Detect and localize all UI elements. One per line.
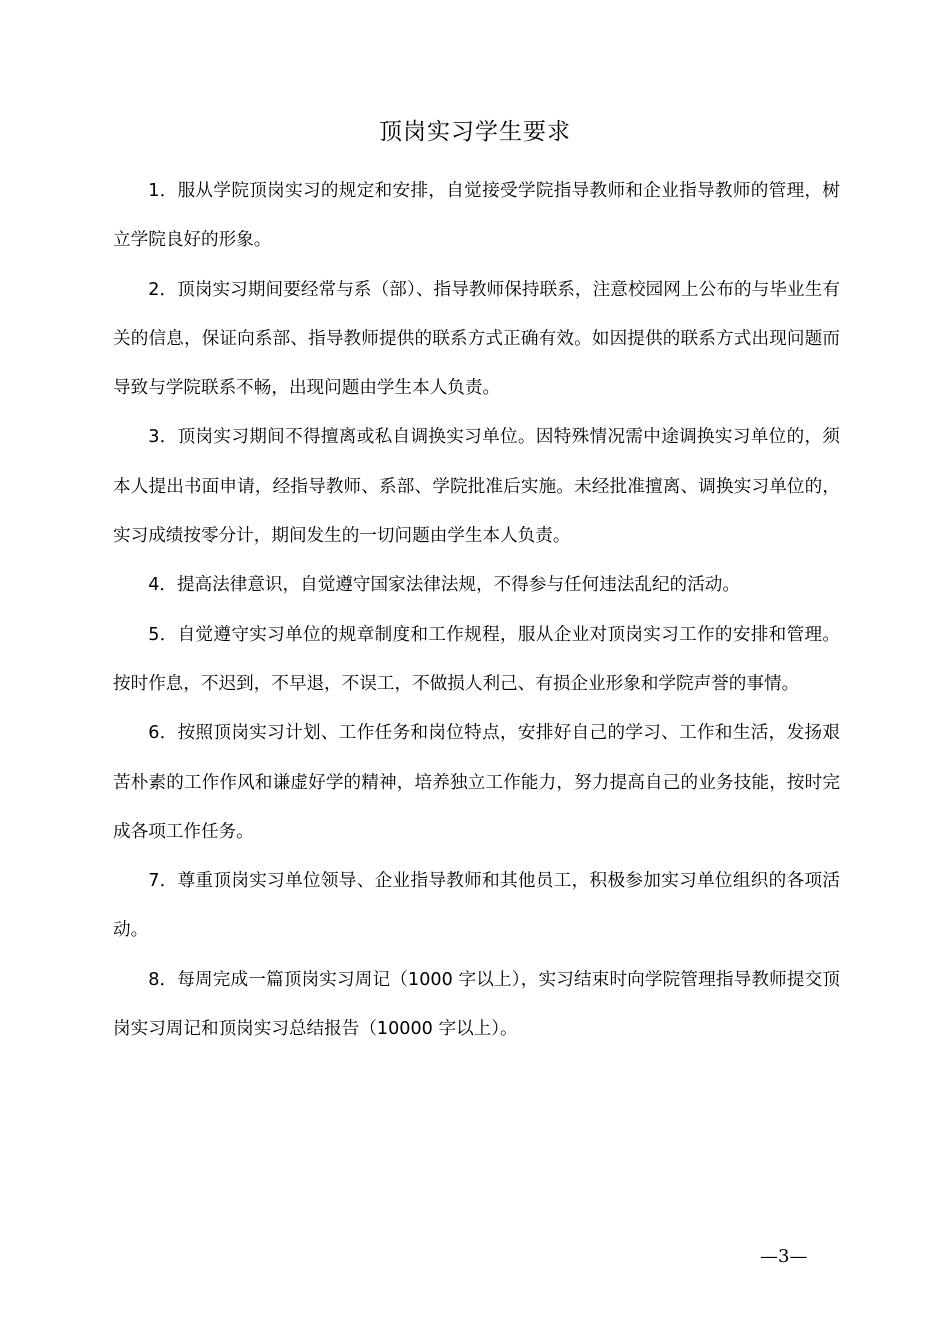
paragraph-6: 6．按照顶岗实习计划、工作任务和岗位特点，安排好自己的学习、工作和生活，发扬艰苦朴素的工作作风和谦虚好学的精神，培养独立工作能力，努力提高自己的业务技能，按时完成各项工作任务。 — [113, 723, 840, 842]
paragraph-4: 4．提高法律意识，自觉遵守国家法律法规，不得参与任何违法乱纪的活动。 — [148, 575, 740, 596]
paragraph-3: 3．顶岗实习期间不得擅离或私自调换实习单位。因特殊情况需中途调换实习单位的，须本人提出书面申请，经指导教师、系部、学院批准后实施。未经批准擅离、调换实习单位的，实习成绩按零分计，期间发生的一切问题由学生本人负责。 — [113, 427, 840, 547]
paragraph-7: 7．尊重顶岗实习单位领导、企业指导教师和其他员工，积极参加实习单位组织的各项活动。 — [113, 871, 840, 941]
document-body — [113, 167, 840, 1054]
paragraph-2: 2．顶岗实习期间要经常与系（部）、指导教师保持联系，注意校园网上公布的与毕业生有关的信息，保证向系部、指导教师提供的联系方式正确有效。如因提供的联系方式出现问题而导致与学院联系不畅，出现问题由学生本人负责。 — [113, 279, 840, 399]
paragraph-1: 1．服从学院顶岗实习的规定和安排，自觉接受学院指导教师和企业指导教师的管理，树立学院良好的形象。 — [113, 181, 840, 251]
paragraph-8: 8．每周完成一篇顶岗实习周记（1000 字以上），实习结束时向学院管理指导教师提交顶岗实习周记和顶岗实习总结报告（10000 字以上）。 — [113, 969, 840, 1040]
paragraph-5: 5．自觉遵守实习单位的规章制度和工作规程，服从企业对顶岗实习工作的安排和管理。按时作息，不迟到，不早退，不误工，不做损人利己、有损企业形象和学院声誉的事情。 — [113, 624, 840, 694]
page-number: —3— — [760, 1246, 808, 1267]
document-title: 顶岗实习学生要求 — [379, 119, 571, 145]
